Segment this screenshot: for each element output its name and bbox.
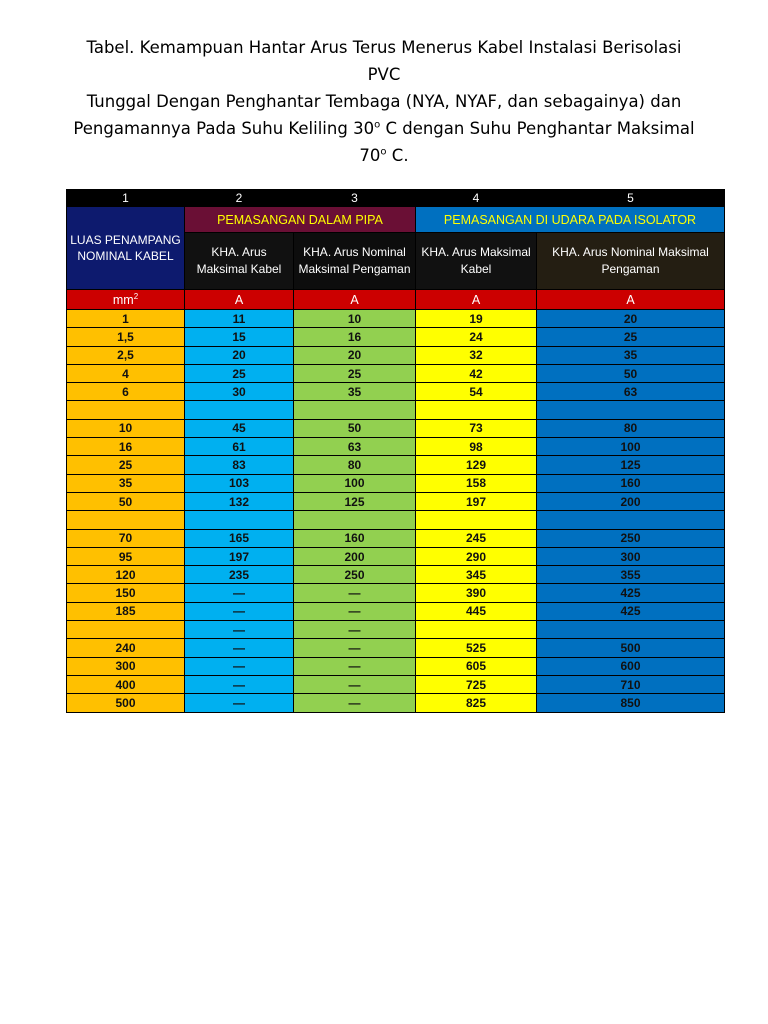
table-row (67, 639, 725, 657)
cell-kha-pengaman-udara: 80 (537, 419, 725, 437)
table-row (67, 328, 725, 346)
cell-kha-kabel-pipa: 197 (185, 547, 294, 565)
cell-luas-penampang: 150 (67, 584, 185, 602)
page-title (70, 34, 698, 169)
col-number: 2 (185, 190, 294, 207)
cell-luas-penampang: 6 (67, 383, 185, 401)
table-row (67, 657, 725, 675)
cell-kha-pengaman-pipa: — (294, 621, 416, 639)
title-line-3: Pengamannya Pada Suhu Keliling 30$^o$ C dengan Suhu Penghantar Maksimal (73, 119, 695, 138)
cell-kha-kabel-pipa: 15 (185, 328, 294, 346)
cell-kha-pengaman-pipa: — (294, 639, 416, 657)
cell-kha-kabel-pipa: — (185, 675, 294, 693)
cell-kha-pengaman-pipa: — (294, 584, 416, 602)
cell-kha-kabel-pipa: 61 (185, 438, 294, 456)
cell-kha-kabel-udara (416, 401, 537, 419)
table-row (67, 602, 725, 620)
cell-kha-kabel-pipa: — (185, 621, 294, 639)
luas-penampang-header: LUAS PENAMPANG NOMINAL KABEL (67, 207, 185, 290)
cell-kha-kabel-udara: 197 (416, 492, 537, 510)
cell-luas-penampang: 240 (67, 639, 185, 657)
cell-luas-penampang: 185 (67, 602, 185, 620)
cell-kha-pengaman-udara: 355 (537, 566, 725, 584)
table-row (67, 401, 725, 419)
cell-kha-pengaman-pipa: 125 (294, 492, 416, 510)
table-row (67, 474, 725, 492)
cell-kha-pengaman-udara: 125 (537, 456, 725, 474)
cell-kha-kabel-pipa: 11 (185, 310, 294, 328)
cell-kha-kabel-pipa: 30 (185, 383, 294, 401)
cell-luas-penampang: 120 (67, 566, 185, 584)
cell-kha-pengaman-pipa: 20 (294, 346, 416, 364)
cell-kha-pengaman-udara: 425 (537, 602, 725, 620)
cell-kha-kabel-pipa: 45 (185, 419, 294, 437)
cell-luas-penampang: 50 (67, 492, 185, 510)
cell-kha-pengaman-pipa: 63 (294, 438, 416, 456)
sub-header-kha-pengaman-pipa: KHA. Arus Nominal Maksimal Pengaman (294, 233, 416, 290)
cell-kha-pengaman-udara: 63 (537, 383, 725, 401)
cell-kha-pengaman-udara: 50 (537, 364, 725, 382)
cell-kha-pengaman-udara (537, 401, 725, 419)
cell-kha-kabel-udara: 390 (416, 584, 537, 602)
sub-header-kha-kabel-udara: KHA. Arus Maksimal Kabel (416, 233, 537, 290)
cell-kha-kabel-pipa: — (185, 657, 294, 675)
table-row (67, 419, 725, 437)
cell-kha-kabel-pipa: — (185, 639, 294, 657)
cell-kha-kabel-udara: 129 (416, 456, 537, 474)
cell-luas-penampang (67, 621, 185, 639)
cell-kha-kabel-udara: 290 (416, 547, 537, 565)
cell-kha-pengaman-pipa: 200 (294, 547, 416, 565)
cell-kha-pengaman-pipa: — (294, 602, 416, 620)
table-row (67, 438, 725, 456)
cell-kha-kabel-pipa: 235 (185, 566, 294, 584)
cell-luas-penampang: 400 (67, 675, 185, 693)
table-row (67, 584, 725, 602)
table-row (67, 621, 725, 639)
cell-kha-kabel-udara: 825 (416, 694, 537, 712)
table-row (67, 547, 725, 565)
cell-kha-kabel-pipa (185, 511, 294, 529)
cell-kha-kabel-udara: 605 (416, 657, 537, 675)
cell-kha-kabel-pipa: 25 (185, 364, 294, 382)
cell-luas-penampang: 16 (67, 438, 185, 456)
cell-kha-pengaman-pipa: 160 (294, 529, 416, 547)
cell-kha-pengaman-pipa (294, 511, 416, 529)
column-number-row (67, 190, 725, 207)
unit-ampere: A (185, 290, 294, 310)
cell-kha-pengaman-pipa (294, 401, 416, 419)
col-number: 5 (537, 190, 725, 207)
unit-ampere: A (537, 290, 725, 310)
cell-kha-pengaman-udara: 850 (537, 694, 725, 712)
cell-kha-pengaman-pipa: — (294, 657, 416, 675)
cell-luas-penampang: 95 (67, 547, 185, 565)
cell-kha-pengaman-udara: 500 (537, 639, 725, 657)
cell-kha-kabel-pipa: 103 (185, 474, 294, 492)
cell-kha-pengaman-pipa: 10 (294, 310, 416, 328)
cell-kha-kabel-udara: 345 (416, 566, 537, 584)
cell-kha-kabel-udara: 32 (416, 346, 537, 364)
cell-kha-pengaman-pipa: — (294, 694, 416, 712)
cell-luas-penampang: 70 (67, 529, 185, 547)
table-row (67, 383, 725, 401)
cell-kha-kabel-udara: 445 (416, 602, 537, 620)
cell-kha-pengaman-udara: 35 (537, 346, 725, 364)
table-row (67, 529, 725, 547)
cell-kha-pengaman-udara: 200 (537, 492, 725, 510)
cell-luas-penampang (67, 511, 185, 529)
unit-mm2: $mm^2$ (67, 290, 185, 310)
table-row (67, 492, 725, 510)
unit-ampere: A (294, 290, 416, 310)
table-row (67, 456, 725, 474)
table-row (67, 511, 725, 529)
cell-kha-pengaman-pipa: 250 (294, 566, 416, 584)
cell-luas-penampang: 1 (67, 310, 185, 328)
cell-luas-penampang (67, 401, 185, 419)
unit-ampere: A (416, 290, 537, 310)
cell-luas-penampang: 35 (67, 474, 185, 492)
cell-luas-penampang: 300 (67, 657, 185, 675)
table-row (67, 566, 725, 584)
cell-kha-pengaman-udara: 160 (537, 474, 725, 492)
cell-kha-pengaman-pipa: 50 (294, 419, 416, 437)
group-header-row (67, 207, 725, 233)
cell-kha-kabel-udara: 98 (416, 438, 537, 456)
units-row (67, 290, 725, 310)
cell-kha-pengaman-pipa: — (294, 675, 416, 693)
cell-kha-kabel-udara: 73 (416, 419, 537, 437)
cell-luas-penampang: 1,5 (67, 328, 185, 346)
title-line-1: Tabel. Kemampuan Hantar Arus Terus Menerus Kabel Instalasi Berisolasi PVC (86, 38, 682, 84)
cell-luas-penampang: 10 (67, 419, 185, 437)
cell-kha-pengaman-pipa: 16 (294, 328, 416, 346)
cell-kha-pengaman-pipa: 25 (294, 364, 416, 382)
cell-luas-penampang: 4 (67, 364, 185, 382)
table-row (67, 694, 725, 712)
cell-kha-kabel-pipa: 20 (185, 346, 294, 364)
cell-kha-pengaman-udara (537, 621, 725, 639)
title-line-4: 70$^o$ C. (359, 146, 409, 165)
cell-kha-kabel-pipa: 132 (185, 492, 294, 510)
cell-kha-pengaman-udara: 25 (537, 328, 725, 346)
sub-header-kha-kabel-pipa: KHA. Arus Maksimal Kabel (185, 233, 294, 290)
group-header-udara: PEMASANGAN DI UDARA PADA ISOLATOR (416, 207, 725, 233)
title-line-2: Tunggal Dengan Penghantar Tembaga (NYA, NYAF, dan sebagainya) dan (86, 92, 682, 111)
current-capacity-table (66, 189, 725, 713)
cell-kha-kabel-udara: 245 (416, 529, 537, 547)
cell-kha-kabel-udara: 24 (416, 328, 537, 346)
cell-luas-penampang: 25 (67, 456, 185, 474)
cell-kha-pengaman-udara (537, 511, 725, 529)
table-row (67, 364, 725, 382)
cell-luas-penampang: 500 (67, 694, 185, 712)
cell-kha-pengaman-udara: 20 (537, 310, 725, 328)
col-number: 4 (416, 190, 537, 207)
cell-kha-kabel-pipa: — (185, 584, 294, 602)
cell-kha-pengaman-pipa: 80 (294, 456, 416, 474)
table-row (67, 310, 725, 328)
cell-kha-kabel-udara: 725 (416, 675, 537, 693)
col-number: 3 (294, 190, 416, 207)
cell-kha-kabel-udara (416, 621, 537, 639)
cell-kha-kabel-udara: 19 (416, 310, 537, 328)
group-header-pipa: PEMASANGAN DALAM PIPA (185, 207, 416, 233)
col-number: 1 (67, 190, 185, 207)
cell-kha-pengaman-udara: 425 (537, 584, 725, 602)
cell-luas-penampang: 2,5 (67, 346, 185, 364)
table-row (67, 675, 725, 693)
cell-kha-kabel-pipa (185, 401, 294, 419)
cell-kha-kabel-udara: 42 (416, 364, 537, 382)
cell-kha-kabel-pipa: 83 (185, 456, 294, 474)
cell-kha-pengaman-udara: 600 (537, 657, 725, 675)
cell-kha-kabel-pipa: 165 (185, 529, 294, 547)
cell-kha-pengaman-pipa: 100 (294, 474, 416, 492)
sub-header-kha-pengaman-udara: KHA. Arus Nominal Maksimal Pengaman (537, 233, 725, 290)
cell-kha-pengaman-udara: 100 (537, 438, 725, 456)
cell-kha-kabel-pipa: — (185, 602, 294, 620)
cell-kha-kabel-pipa: — (185, 694, 294, 712)
cell-kha-kabel-udara: 158 (416, 474, 537, 492)
cell-kha-pengaman-pipa: 35 (294, 383, 416, 401)
cell-kha-kabel-udara (416, 511, 537, 529)
cell-kha-kabel-udara: 525 (416, 639, 537, 657)
cell-kha-kabel-udara: 54 (416, 383, 537, 401)
cell-kha-pengaman-udara: 710 (537, 675, 725, 693)
cell-kha-pengaman-udara: 300 (537, 547, 725, 565)
cell-kha-pengaman-udara: 250 (537, 529, 725, 547)
table-row (67, 346, 725, 364)
